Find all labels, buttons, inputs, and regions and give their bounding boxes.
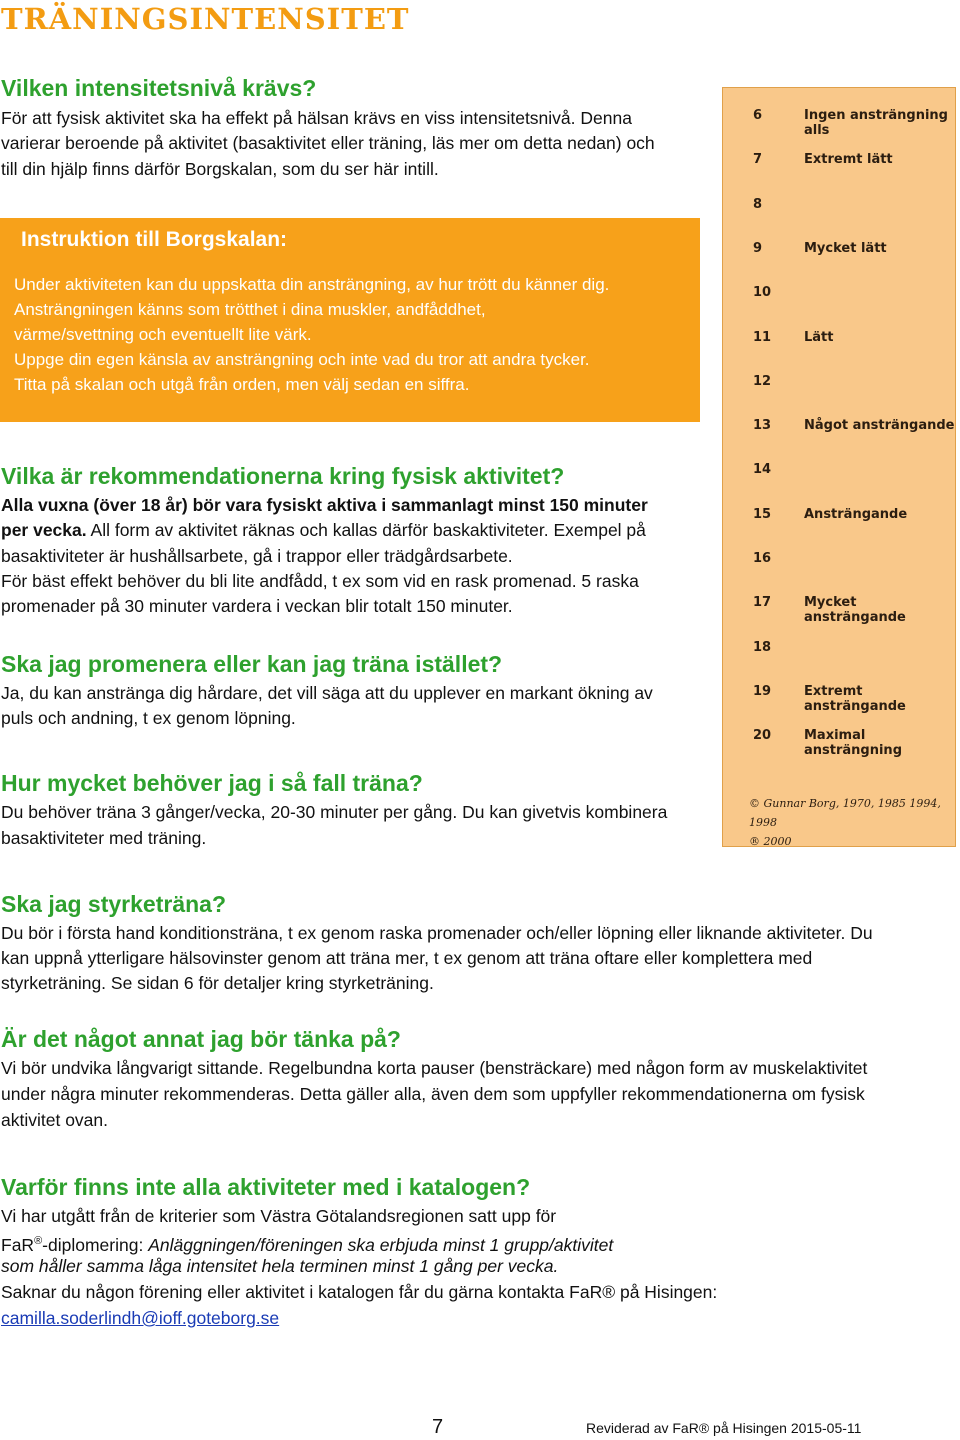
section-heading: Varför finns inte alla aktiviteter med i katalogen? bbox=[1, 1174, 531, 1200]
paragraph-line bbox=[1, 493, 648, 518]
paragraph-line bbox=[1, 1254, 558, 1279]
section-heading: Vilken intensitetsnivå krävs? bbox=[1, 75, 317, 101]
borg-label: Ingen ansträngning alls bbox=[804, 108, 948, 138]
paragraph-line bbox=[1, 1306, 279, 1331]
paragraph-line: styrketräning. Se sidan 6 för detaljer kring styrketräning. bbox=[1, 973, 434, 993]
borg-number: 14 bbox=[753, 462, 772, 478]
page-title: TRÄNINGSINTENSITET bbox=[1, 2, 410, 36]
borg-row bbox=[723, 108, 957, 138]
paragraph-line: puls och andning, t ex genom löpning. bbox=[1, 708, 296, 728]
borg-number: 19 bbox=[753, 683, 772, 699]
paragraph-line: kan uppnå ytterligare hälsovinster genom att träna mer, t ex genom att träna oftare eller komplettera med bbox=[1, 948, 813, 968]
paragraph-line: varierar beroende på aktivitet (basaktivitet eller träning, läs mer om detta nedan) och bbox=[1, 133, 655, 153]
section-heading: Är det något annat jag bör tänka på? bbox=[1, 1026, 401, 1052]
copyright-line: © Gunnar Borg, 1970, 1985 1994, 1998 bbox=[749, 797, 941, 829]
email-link[interactable]: camilla.soderlindh@ioff.goteborg.se bbox=[1, 1308, 280, 1328]
bold-text: per vecka. bbox=[1, 520, 87, 540]
borg-row bbox=[723, 507, 957, 527]
italic-text: Anläggningen/föreningen ska erbjuda minst 1 grupp/aktivitet bbox=[148, 1234, 614, 1255]
instruction-line: Titta på skalan och utgå från orden, men välj sedan en siffra. bbox=[14, 375, 470, 394]
instruction-line: Uppge din egen känsla av ansträngning och inte vad du tror att andra tycker. bbox=[14, 350, 590, 369]
text: FaR bbox=[1, 1234, 35, 1255]
borg-row bbox=[723, 683, 957, 714]
borg-row bbox=[723, 462, 957, 482]
paragraph-line: basaktiviteter med träning. bbox=[1, 828, 207, 848]
borg-row bbox=[723, 728, 957, 759]
borg-row bbox=[723, 152, 957, 172]
paragraph-line: För bäst effekt behöver du bli lite andfådd, t ex som vid en rask promenad. 5 raska bbox=[1, 571, 639, 591]
borg-number: 20 bbox=[753, 728, 772, 744]
copyright-line: ® 2000 bbox=[749, 835, 792, 848]
borg-label: Extremt ansträngande bbox=[804, 683, 906, 714]
paragraph-line: promenader på 30 minuter vardera i veckan blir totalt 150 minuter. bbox=[1, 596, 513, 616]
instruction-line: Ansträngningen känns som trötthet i dina muskler, andfåddhet, bbox=[14, 300, 486, 319]
borg-label: Lätt bbox=[804, 329, 834, 345]
borg-row bbox=[723, 330, 957, 350]
bold-text: Alla vuxna (över 18 år) bör vara fysiskt aktiva i sammanlagt minst 150 minuter bbox=[1, 495, 648, 515]
borg-row bbox=[723, 551, 957, 571]
instruction-line: värme/svettning och eventuellt lite värk. bbox=[14, 325, 312, 344]
paragraph-line: aktivitet ovan. bbox=[1, 1110, 108, 1130]
borg-label: Maximal ansträngning bbox=[804, 728, 902, 759]
borg-number: 13 bbox=[753, 418, 772, 434]
borg-number: 15 bbox=[753, 506, 772, 522]
text: All form av aktivitet räknas och kallas därför baskaktiviteter. Exempel på bbox=[86, 520, 646, 540]
borg-copyright bbox=[749, 794, 955, 851]
borg-label: Extremt lätt bbox=[804, 152, 893, 168]
italic-text: som håller samma låga intensitet hela terminen minst 1 gång per vecka. bbox=[1, 1256, 559, 1276]
borg-row bbox=[723, 241, 957, 261]
instruction-text bbox=[14, 272, 694, 397]
instruction-title: Instruktion till Borgskalan: bbox=[21, 228, 288, 251]
borg-number: 16 bbox=[753, 551, 772, 566]
paragraph-line: till din hjälp finns därför Borgskalan, som du ser här intill. bbox=[1, 159, 439, 179]
text: -diplomering: bbox=[42, 1234, 149, 1255]
paragraph-line: Vi bör undvika långvarigt sittande. Regelbundna korta pauser (bensträckare) med någon form av muskelaktivitet bbox=[1, 1058, 868, 1078]
borg-number: 11 bbox=[753, 329, 772, 345]
borg-number: 12 bbox=[753, 373, 772, 389]
paragraph-line: Ja, du kan anstränga dig hårdare, det vill säga att du upplever en markant ökning av bbox=[1, 683, 653, 703]
instruction-line: Under aktiviteten kan du uppskatta din ansträngning, av hur trött du känner dig. bbox=[14, 275, 610, 294]
borg-row bbox=[723, 418, 957, 438]
paragraph-line: Du behöver träna 3 gånger/vecka, 20-30 minuter per gång. Du kan givetvis kombinera bbox=[1, 802, 668, 822]
borg-number: 18 bbox=[753, 639, 772, 655]
borg-row bbox=[723, 595, 957, 626]
section-heading: Vilka är rekommendationerna kring fysisk aktivitet? bbox=[1, 463, 565, 489]
borg-number: 7 bbox=[753, 152, 763, 168]
section-heading: Ska jag promenera eller kan jag träna istället? bbox=[1, 651, 503, 677]
borg-number: 9 bbox=[753, 240, 763, 256]
section-heading: Hur mycket behöver jag i så fall träna? bbox=[1, 770, 423, 796]
paragraph-line: under några minuter rekommenderas. Detta gäller alla, även dem som uppfyller rekommendationerna om fysisk bbox=[1, 1084, 865, 1104]
paragraph-line: basaktiviteter är hushållsarbete, gå i trappor eller trädgårdsarbete. bbox=[1, 546, 513, 566]
borg-row bbox=[723, 285, 957, 305]
borg-number: 6 bbox=[753, 108, 763, 123]
page-number: 7 bbox=[432, 1416, 444, 1438]
paragraph-line: För att fysisk aktivitet ska ha effekt på hälsan krävs en viss intensitetsnivå. Denna bbox=[1, 108, 632, 128]
paragraph-line: Du bör i första hand konditionsträna, t ex genom raska promenader och/eller löpning eller liknande aktiviteter. Du bbox=[1, 923, 873, 943]
borg-row bbox=[723, 374, 957, 394]
borg-row bbox=[723, 197, 957, 217]
paragraph-line: Saknar du någon förening eller aktivitet i katalogen får du gärna kontakta FaR® på Hisingen: bbox=[1, 1282, 718, 1302]
borg-label: Mycket lätt bbox=[804, 240, 887, 256]
borg-label: Ansträngande bbox=[804, 506, 908, 522]
borg-number: 17 bbox=[753, 595, 772, 611]
borg-row bbox=[723, 640, 957, 660]
revision-note: Reviderad av FaR® på Hisingen 2015-05-11 bbox=[586, 1420, 862, 1436]
borg-scale bbox=[722, 87, 956, 847]
borg-label: Mycket ansträngande bbox=[804, 595, 906, 626]
borg-label: Något ansträngande bbox=[804, 418, 955, 434]
paragraph-line: Vi har utgått från de kriterier som Västra Götalandsregionen satt upp för bbox=[1, 1206, 557, 1226]
borg-number: 10 bbox=[753, 285, 772, 301]
section-heading: Ska jag styrketräna? bbox=[1, 891, 227, 917]
registered-mark: ® bbox=[34, 1235, 43, 1247]
borg-number: 8 bbox=[753, 196, 763, 212]
paragraph-line bbox=[1, 518, 646, 543]
